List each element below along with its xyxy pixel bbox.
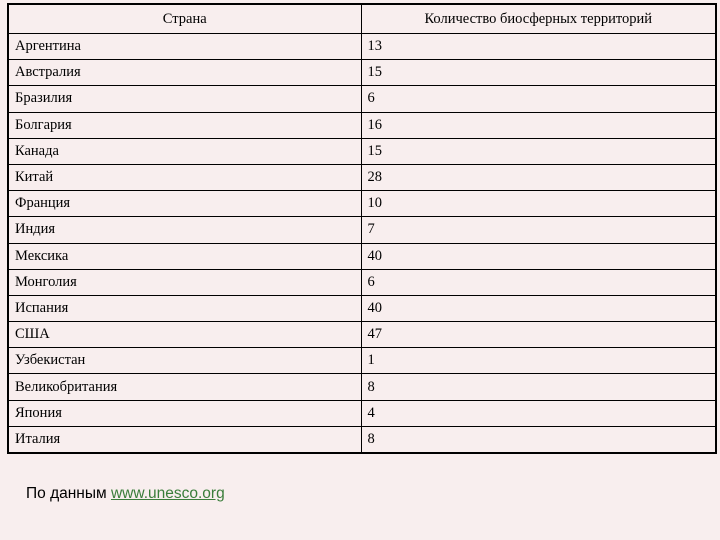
country-cell: Великобритания	[8, 374, 361, 400]
table-row	[8, 217, 716, 243]
table-row	[8, 295, 716, 321]
table-row	[8, 400, 716, 426]
count-cell: 6	[361, 269, 716, 295]
table-row	[8, 322, 716, 348]
country-cell: Мексика	[8, 243, 361, 269]
country-cell: Болгария	[8, 112, 361, 138]
country-cell: Китай	[8, 164, 361, 190]
table-row	[8, 34, 716, 60]
table-row	[8, 86, 716, 112]
table-row	[8, 191, 716, 217]
table-header-row	[8, 4, 716, 34]
table-row	[8, 374, 716, 400]
country-cell: Канада	[8, 138, 361, 164]
country-cell: Испания	[8, 295, 361, 321]
table-row	[8, 112, 716, 138]
count-cell: 15	[361, 60, 716, 86]
table-row	[8, 164, 716, 190]
unesco-link[interactable]: www.unesco.org	[110, 485, 225, 502]
country-cell: Индия	[8, 217, 361, 243]
count-cell: 15	[361, 138, 716, 164]
country-cell: Япония	[8, 400, 361, 426]
count-cell: 1	[361, 348, 716, 374]
count-cell: 13	[361, 34, 716, 60]
count-cell: 10	[361, 191, 716, 217]
country-cell: Италия	[8, 426, 361, 453]
source-note	[26, 485, 225, 503]
table-row	[8, 60, 716, 86]
table-row	[8, 269, 716, 295]
country-cell: Бразилия	[8, 86, 361, 112]
count-cell: 8	[361, 426, 716, 453]
country-cell: США	[8, 322, 361, 348]
count-cell: 16	[361, 112, 716, 138]
table-row	[8, 426, 716, 453]
country-cell: Аргентина	[8, 34, 361, 60]
table-row	[8, 138, 716, 164]
header-country: Страна	[8, 4, 361, 34]
count-cell: 8	[361, 374, 716, 400]
table-row	[8, 348, 716, 374]
count-cell: 28	[361, 164, 716, 190]
table-row	[8, 243, 716, 269]
count-cell: 4	[361, 400, 716, 426]
count-cell: 40	[361, 243, 716, 269]
count-cell: 7	[361, 217, 716, 243]
count-cell: 6	[361, 86, 716, 112]
biosphere-table	[7, 3, 717, 454]
country-cell: Австралия	[8, 60, 361, 86]
header-territory-count: Количество биосферных территорий	[361, 4, 716, 34]
source-prefix: По данным	[26, 485, 111, 502]
count-cell: 40	[361, 295, 716, 321]
country-cell: Монголия	[8, 269, 361, 295]
country-cell: Франция	[8, 191, 361, 217]
count-cell: 47	[361, 322, 716, 348]
country-cell: Узбекистан	[8, 348, 361, 374]
